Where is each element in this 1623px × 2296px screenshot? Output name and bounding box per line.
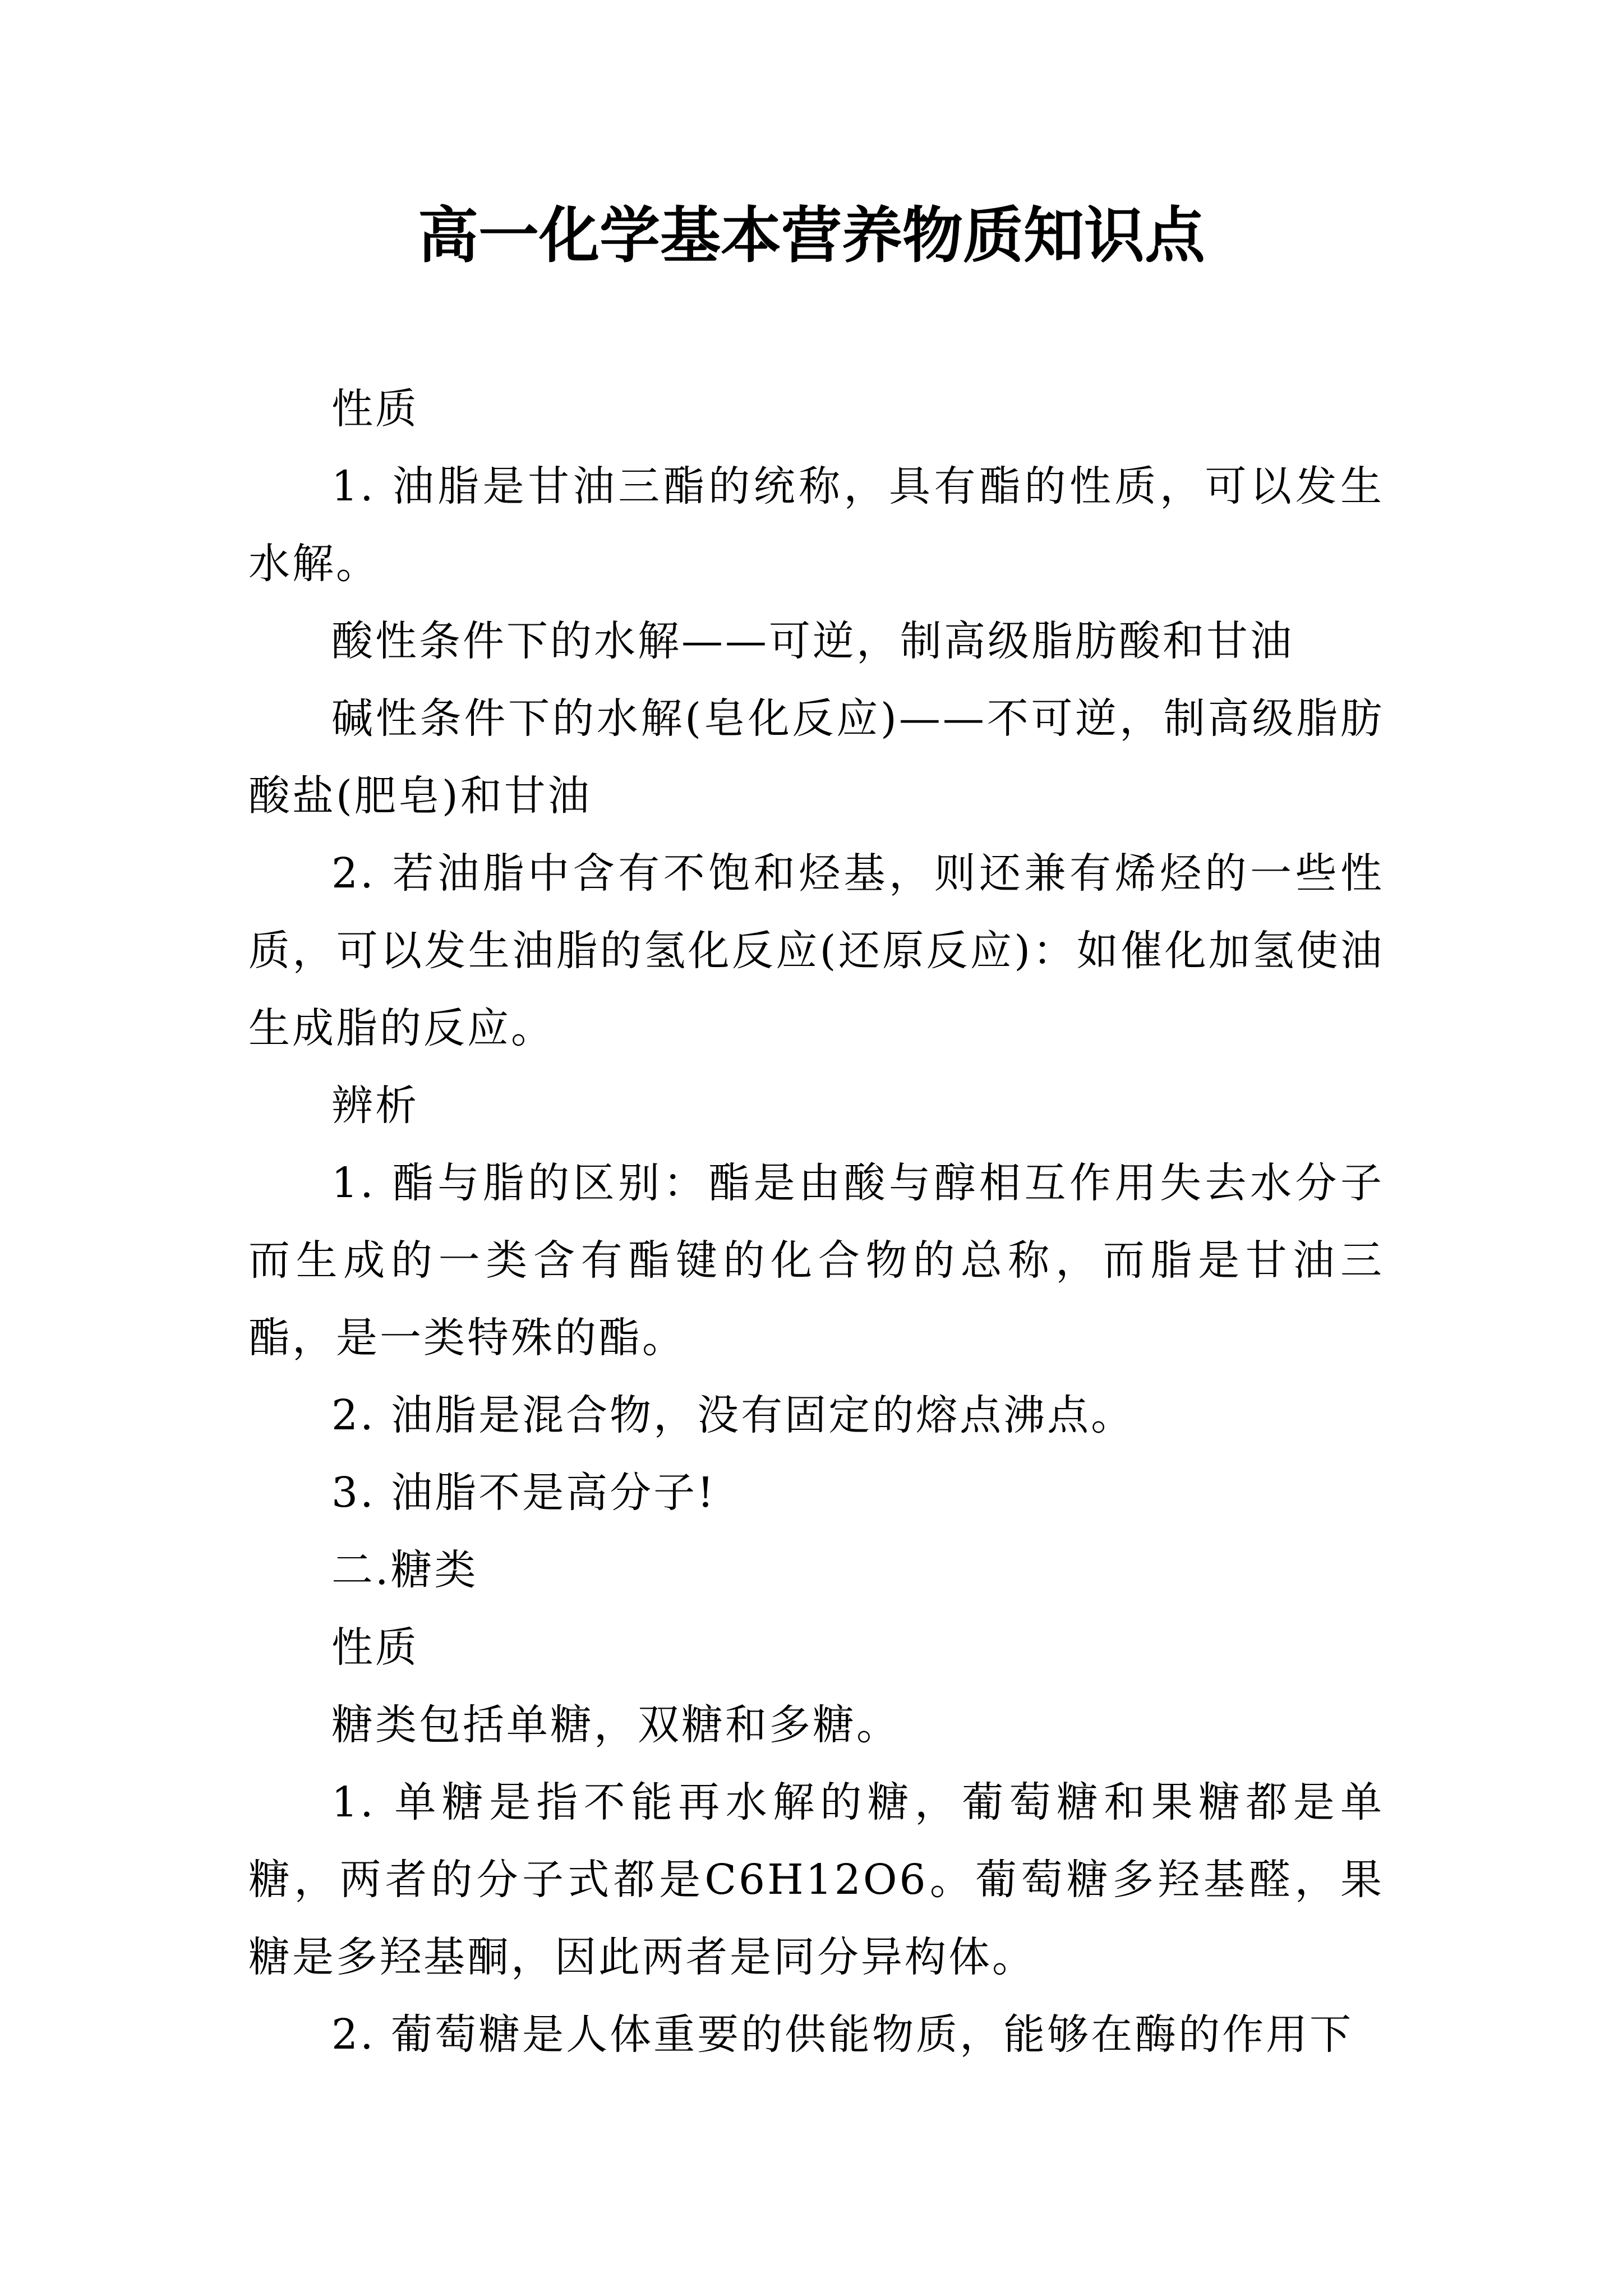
- paragraph: 2. 若油脂中含有不饱和烃基，则还兼有烯烃的一些性质，可以发生油脂的氢化反应(还原反应)：如催化加氢使油生成脂的反应。: [248, 849, 1384, 1052]
- paragraph: 1. 油脂是甘油三酯的统称，具有酯的性质，可以发生水解。: [248, 462, 1384, 588]
- paragraph: 性质: [331, 385, 419, 433]
- paragraph: 1. 单糖是指不能再水解的糖，葡萄糖和果糖都是单糖，两者的分子式都是C6H12O6。葡萄糖多羟基醛，果糖是多羟基酮，因此两者是同分异构体。: [248, 1778, 1384, 1981]
- paragraph: 辨析: [331, 1082, 419, 1130]
- paragraph: 2. 葡萄糖是人体重要的供能物质，能够在酶的作用下: [331, 2010, 1354, 2059]
- paragraph: 酸性条件下的水解——可逆，制高级脂肪酸和甘油: [331, 617, 1294, 665]
- paragraph: 2. 油脂是混合物，没有固定的熔点沸点。: [331, 1391, 1135, 1439]
- document-title: 高一化学基本营养物质知识点: [417, 200, 1205, 271]
- paragraph: 二.糖类: [331, 1546, 478, 1594]
- paragraph: 性质: [331, 1623, 419, 1672]
- paragraph: 糖类包括单糖，双糖和多糖。: [331, 1701, 900, 1749]
- paragraph: 碱性条件下的水解(皂化反应)——不可逆，制高级脂肪酸盐(肥皂)和甘油: [248, 694, 1384, 820]
- document-body: [248, 370, 1384, 2073]
- paragraph: 3. 油脂不是高分子!: [331, 1469, 716, 1517]
- paragraph: 1. 酯与脂的区别：酯是由酸与醇相互作用失去水分子而生成的一类含有酯键的化合物的总称，而脂是甘油三酯，是一类特殊的酯。: [248, 1159, 1384, 1362]
